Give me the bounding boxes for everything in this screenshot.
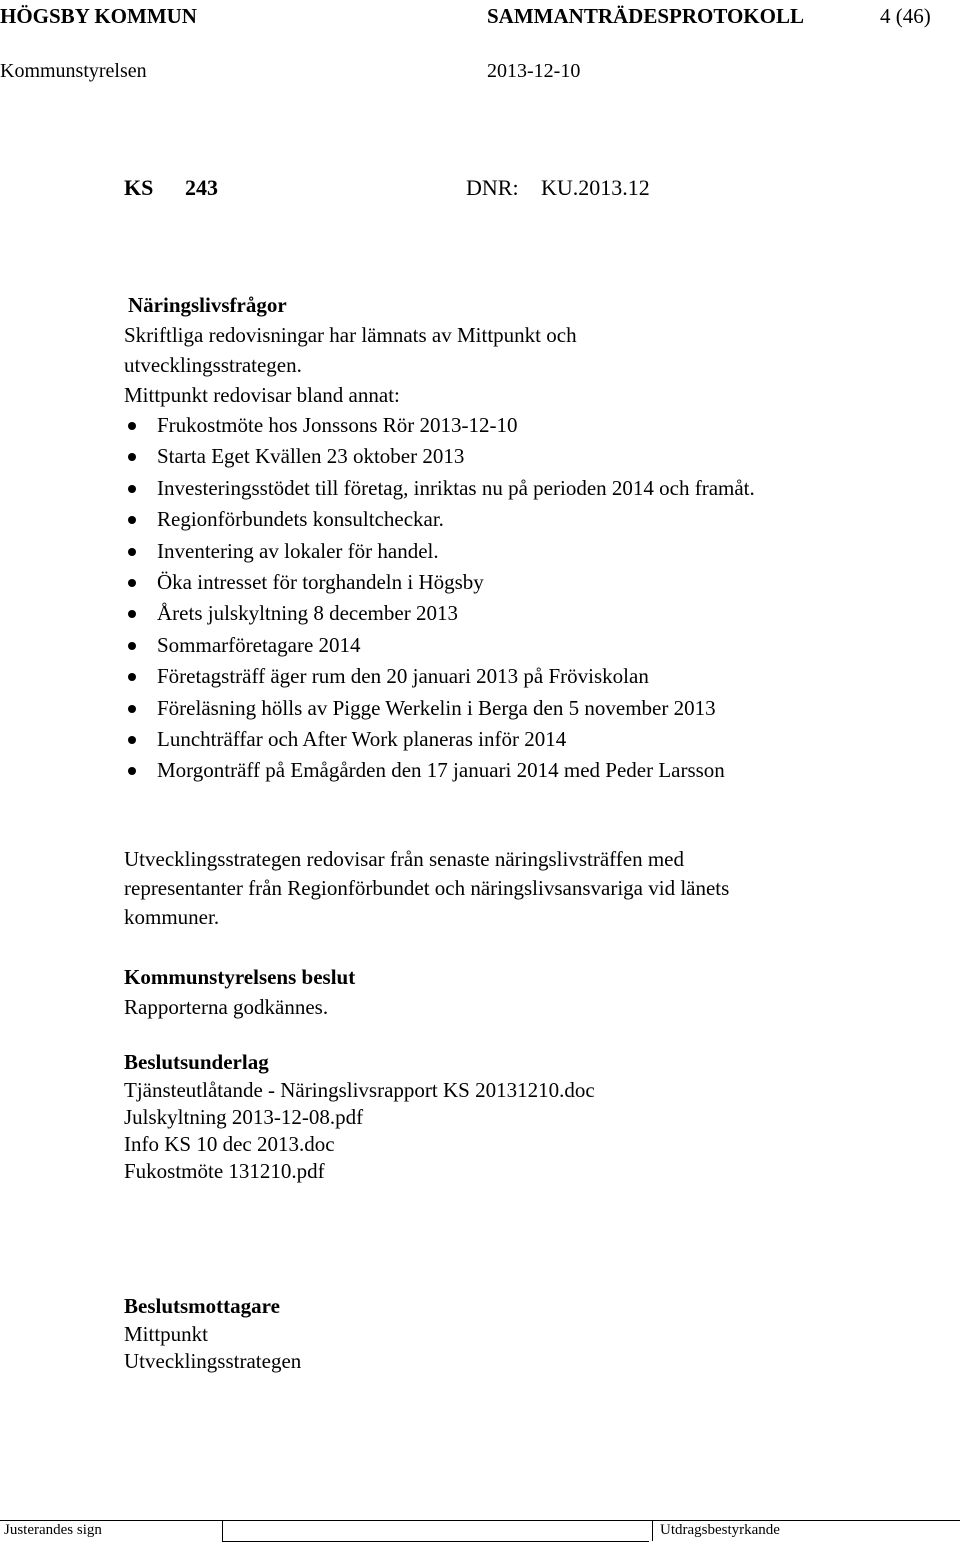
document-type: SAMMANTRÄDESPROTOKOLL: [487, 4, 804, 28]
report-line-1: Utvecklingsstrategen redovisar från senaste näringslivsträffen med: [124, 847, 685, 871]
org-name: HÖGSBY KOMMUN: [0, 4, 197, 28]
bullet-icon: [128, 673, 136, 681]
list-item: Årets julskyltning 8 december 2013: [124, 598, 924, 629]
meeting-date: 2013-12-10: [487, 60, 581, 82]
report-line-2: representanter från Regionförbundet och näringslivsansvariga vid länets: [124, 876, 730, 900]
basis-item: Info KS 10 dec 2013.doc: [124, 1132, 335, 1156]
list-item: Investeringsstödet till företag, inriktas nu på perioden 2014 och framåt.: [124, 473, 837, 504]
intro-line-1: Skriftliga redovisningar har lämnats av Mittpunkt och: [124, 323, 577, 347]
bullet-icon: [128, 642, 136, 650]
bullet-icon: [128, 736, 136, 744]
bullet-icon: [128, 453, 136, 461]
bullet-icon: [128, 516, 136, 524]
intro-line-3: Mittpunkt redovisar bland annat:: [124, 383, 400, 407]
sign-box: [222, 1520, 649, 1542]
ks-label: KS: [124, 175, 154, 200]
basis-item: Fukostmöte 131210.pdf: [124, 1159, 325, 1183]
recipients-heading: Beslutsmottagare: [124, 1294, 280, 1318]
recipient-item: Mittpunkt: [124, 1322, 209, 1346]
ks-number: 243: [185, 175, 218, 200]
basis-list: [124, 1077, 595, 1185]
extract-label: Utdragsbestyrkande: [660, 1522, 780, 1538]
dnr-label: DNR:: [466, 175, 519, 200]
list-item: Lunchträffar och After Work planeras inför 2014: [124, 724, 924, 755]
list-item: Öka intresset för torghandeln i Högsby: [124, 567, 924, 598]
dnr-value: KU.2013.12: [541, 175, 650, 200]
list-item: Starta Eget Kvällen 23 oktober 2013: [124, 441, 924, 472]
recipient-item: Utvecklingsstrategen: [124, 1349, 302, 1373]
section-title: Näringslivsfrågor: [128, 293, 287, 317]
basis-heading: Beslutsunderlag: [124, 1050, 269, 1074]
body-name: Kommunstyrelsen: [0, 60, 147, 82]
list-item: Morgonträff på Emågården den 17 januari 2014 med Peder Larsson: [124, 755, 924, 786]
bullet-icon: [128, 485, 136, 493]
intro-line-2: utvecklingsstrategen.: [124, 353, 302, 377]
list-item: Företagsträff äger rum den 20 januari 2013 på Fröviskolan: [124, 661, 924, 692]
recipients-list: [124, 1321, 301, 1375]
list-item: Sommarföretagare 2014: [124, 630, 924, 661]
sign-label: Justerandes sign: [4, 1522, 102, 1538]
bullet-icon: [128, 422, 136, 430]
bullet-icon: [128, 705, 136, 713]
basis-item: Julskyltning 2013-12-08.pdf: [124, 1105, 364, 1129]
activity-list: [124, 410, 924, 787]
decision-text: Rapporterna godkännes.: [124, 995, 329, 1019]
signature-footer: [0, 1520, 960, 1543]
list-item: Frukostmöte hos Jonssons Rör 2013-12-10: [124, 410, 924, 441]
page-number: 4 (46): [880, 4, 931, 28]
list-item: Föreläsning hölls av Pigge Werkelin i Berga den 5 november 2013: [124, 693, 924, 724]
decision-heading: Kommunstyrelsens beslut: [124, 965, 356, 989]
basis-item: Tjänsteutlåtande - Näringslivsrapport KS 20131210.doc: [124, 1078, 595, 1102]
bullet-icon: [128, 767, 136, 775]
list-item: Regionförbundets konsultcheckar.: [124, 504, 924, 535]
bullet-icon: [128, 610, 136, 618]
report-line-3: kommuner.: [124, 905, 220, 929]
bullet-icon: [128, 579, 136, 587]
list-item: Inventering av lokaler för handel.: [124, 536, 924, 567]
bullet-icon: [128, 548, 136, 556]
